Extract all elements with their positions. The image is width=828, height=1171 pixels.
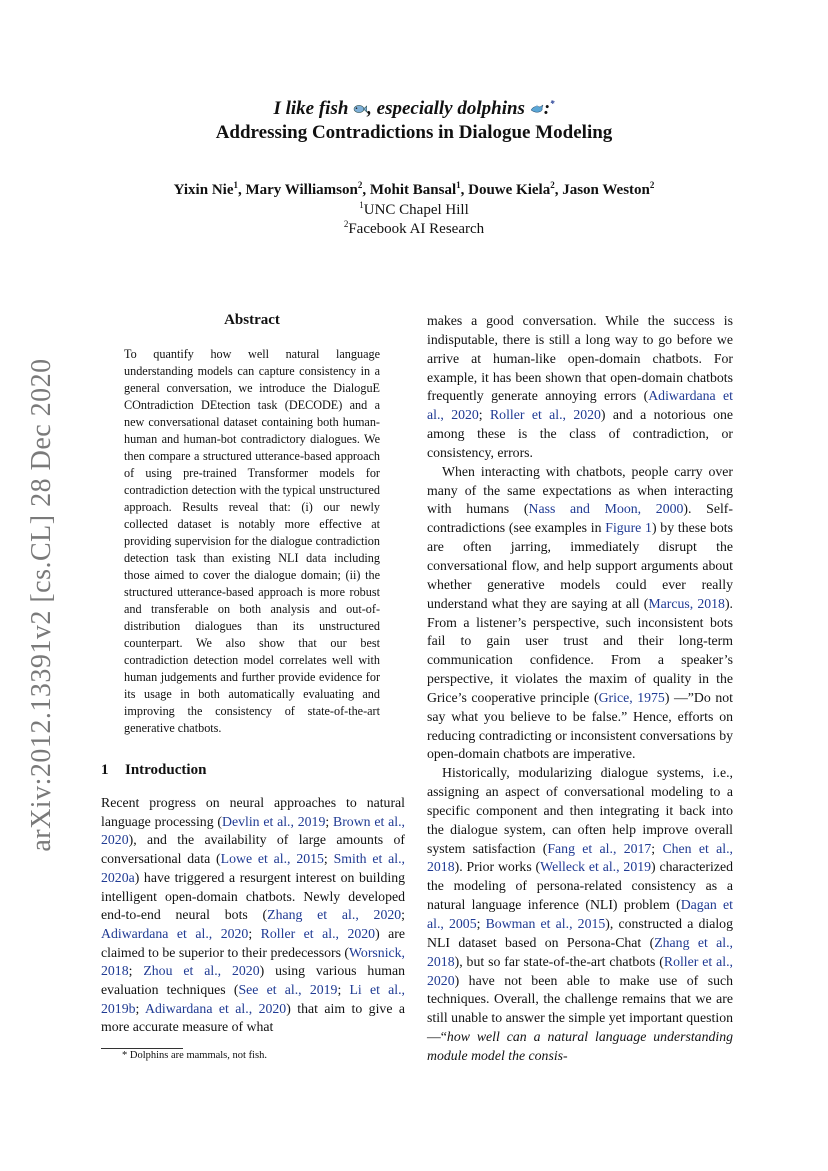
citation-link[interactable]: Figure 1	[605, 520, 652, 536]
citation-link[interactable]: See et al., 2019	[238, 982, 338, 998]
citation-link[interactable]: Worsnick, 2018	[101, 944, 405, 979]
abstract-heading: Abstract	[224, 312, 280, 328]
author-list	[0, 182, 828, 199]
citation-link[interactable]: Brown et al., 2020	[101, 813, 405, 848]
citation-link[interactable]: Lowe et al., 2015	[220, 851, 324, 867]
author: Mary Williamson$^2$,	[245, 180, 370, 198]
affiliation-1: $^1$UNC Chapel Hill	[359, 200, 469, 218]
italic-text: how well can a natural language understanding module model the consis-	[427, 1029, 733, 1063]
citation-link[interactable]: Roller et al., 2020	[260, 925, 376, 941]
footnote: * Dolphins are mammals, not fish.	[122, 1050, 267, 1061]
citation-link[interactable]: Fang et al., 2017	[547, 840, 652, 856]
citation-link[interactable]: Adiwardana et al., 2020	[145, 1000, 287, 1016]
citation-link[interactable]: Devlin et al., 2019	[222, 813, 326, 829]
citation-link[interactable]: Welleck et al., 2019	[540, 859, 652, 875]
citation-link[interactable]: Bowman et al., 2015	[485, 916, 606, 931]
citation-link[interactable]: Smith et al., 2020a	[101, 851, 405, 885]
arxiv-identifier-stamp: arXiv:2012.13391v2 [cs.CL] 28 Dec 2020	[26, 358, 57, 852]
citation-link[interactable]: Roller et al., 2020	[427, 953, 733, 988]
citation-link[interactable]: Marcus, 2018	[648, 595, 725, 611]
citation-link[interactable]: Adiwardana et al., 2020	[101, 925, 249, 941]
body-paragraph: Historically, modularizing dialogue systems, i.e., assigning an aspect of conversational modeling to a specific component and then integrating it back into the dialogue system, can often help improve overall system satisfaction (Fang et al., 2017; Chen et al., 2018). Prior works (Welleck et al., 2019) characterized the modeling of persona-related consistency as a natural language inference (NLI) problem (Dagan et al., 2005; Bowman et al., 2015), constructed a dialog NLI dataset based on Persona-Chat (Zhang et al., 2018), but so far state-of-the-art chatbots (Roller et al., 2020) have not been able to make use of such techniques. Overall, the challenge remains that we are still unable to answer the simple yet important question—“how well can a natural language understanding module model the consis-	[427, 765, 733, 1063]
introduction-paragraph: Recent progress on neural approaches to natural language processing (Devlin et al., 2019; Brown et al., 2020), and the availability of large amounts of conversational data (Lowe et al., 2015; Smith et al., 2020a) have triggered a resurgent interest on building intelligent open-domain chatbots. Newly developed end-to-end neural bots (Zhang et al., 2020; Adiwardana et al., 2020; Roller et al., 2020) are claimed to be superior to their predecessors (Worsnick, 2018; Zhou et al., 2020) using various human evaluation techniques (See et al., 2019; Li et al., 2019b; Adiwardana et al., 2020) that aim to give a more accurate measure of what	[101, 795, 406, 1035]
citation-link[interactable]: Zhou et al., 2020	[143, 963, 260, 979]
citation-link[interactable]: Chen et al., 2018	[427, 840, 733, 875]
citation-link[interactable]: Li et al., 2019b	[101, 982, 405, 1016]
footnote-divider	[101, 1048, 183, 1049]
author: Yixin Nie$^1$,	[173, 180, 246, 198]
author: Jason Weston$^2$	[562, 180, 655, 198]
citation-link[interactable]: Grice, 1975	[598, 689, 665, 705]
citation-link[interactable]: Adiwardana et al., 2020	[427, 388, 733, 423]
title-line-2: Addressing Contradictions in Dialogue Modeling	[215, 122, 613, 143]
citation-link[interactable]: Nass and Moon, 2000	[528, 501, 684, 517]
author: Douwe Kiela$^2$,	[468, 180, 563, 198]
title-line-1: I like fish , especially dolphins :*	[273, 98, 555, 119]
section-heading-introduction: 1 Introduction	[101, 762, 207, 778]
citation-link[interactable]: Dagan et al., 2005	[427, 897, 733, 931]
body-paragraph: makes a good conversation. While the success is indisputable, there is still a long way to go before we arrive at human-like open-domain chatbots. For example, it has been shown that open-domain chatbots frequently generate annoying errors (Adiwardana et al., 2020; Roller et al., 2020) and a notorious one among these is the class of contradiction, or consistency, errors.	[427, 313, 733, 460]
affiliation-2: $^2$Facebook AI Research	[343, 219, 485, 237]
citation-link[interactable]: Roller et al., 2020	[489, 407, 601, 423]
fish-icon	[353, 103, 367, 115]
dolphin-icon	[530, 103, 544, 115]
citation-link[interactable]: Zhang et al., 2020	[267, 907, 402, 923]
author: Mohit Bansal$^1$,	[369, 180, 469, 198]
body-paragraph: When interacting with chatbots, people carry over many of the same expectations as when interacting with humans (Nass and Moon, 2000). Self-contradictions (see examples in Figure 1) by these bots are often jarring, immediately disrupt the conversational flow, and help support arguments about whether generative models could ever really understand what they are saying at all (Marcus, 2018). From a listener’s perspective, such inconsistent bots fail to gain user trust and their long-term communication confidence. From a speaker’s perspective, it violates the maxim of quality in the Grice’s cooperative principle (Grice, 1975) —”Do not say what you believe to be false.” Hence, efforts on reducing contradicting or inconsistent conversations by open-domain chatbots are imperative.	[427, 463, 733, 762]
citation-link[interactable]: Zhang et al., 2018	[427, 934, 733, 969]
right-column	[427, 312, 733, 1066]
abstract-text: To quantify how well natural language understanding models can capture consistency in a general conversation, we introduce the DialoguE COntradiction DEtection task (DECODE) and a new conversational dataset containing both human-human and human-bot contradictory dialogues. We then compare a structured utterance-based approach of using pre-trained Transformer models for contradiction detection with the typical unstructured approach. Results reveal that: (i) our newly collected dataset is notably more effective at providing supervision for the dialogue contradiction detection task than existing NLI data including those aimed to cover the dialogue domain; (ii) the structured utterance-based approach is more robust and transferable on both analysis and out-of-distribution dialogues than its unstructured counterpart. We also show that our best contradiction detection model correlates well with human judgements and further provide evidence for its usage in both automatically evaluating and improving the consistency of state-of-the-art generative chatbots.	[124, 347, 380, 735]
